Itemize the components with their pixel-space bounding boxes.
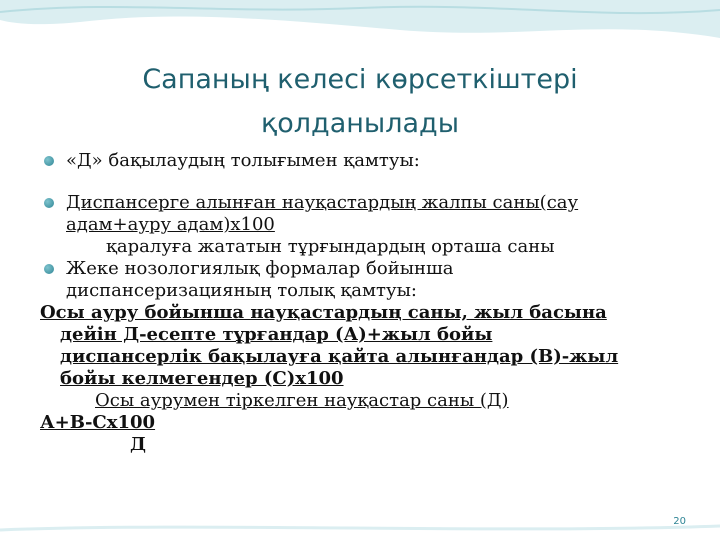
round-bullet-icon: [44, 156, 54, 166]
bullet-3-line-2: диспансеризацияның толық қамтуы:: [66, 280, 417, 301]
bullet-1-text: «Д» бақылаудың толығымен қамтуы:: [66, 150, 420, 171]
denominator-line: Осы аурумен тіркелген науқастар саны (Д): [95, 390, 509, 411]
round-bullet-icon: [44, 198, 54, 208]
bullet-item-2: [42, 192, 692, 258]
formula-numerator-block: [40, 302, 692, 390]
decorative-footer-line: [0, 500, 720, 540]
slide-body: [42, 150, 692, 456]
formula-short: А+В-Сх100: [40, 412, 156, 433]
round-bullet-icon: [44, 264, 54, 274]
numerator-line-4: бойы келмегендер (С)х100: [60, 368, 344, 389]
slide-title: [60, 58, 660, 146]
numerator-line-1: Осы ауру бойынша науқастардың саны, жыл басына: [40, 302, 607, 323]
page-number: 20: [673, 516, 686, 527]
numerator-line-2: дейін Д-есепте тұрғандар (А)+жыл бойы: [60, 324, 493, 345]
bullet-item-3: [42, 258, 692, 302]
title-line-1: Сапаның келесі көрсеткіштері: [142, 64, 578, 95]
bullet-item-1: [42, 150, 692, 172]
bullet-2-numerator-line-2: адам+ауру адам)х100: [66, 214, 275, 235]
title-line-2: қолданылады: [260, 108, 460, 139]
decorative-header-wave: [0, 0, 720, 60]
bullet-3-line-1: Жеке нозологиялық формалар бойынша: [66, 258, 454, 279]
bullet-2-numerator-line-1: Диспансерге алынған науқастардың жалпы саны(сау: [66, 192, 579, 213]
bullet-2-denominator: қаралуға жататын тұрғындардың орташа саны: [106, 236, 555, 257]
formula-short-denominator: Д: [130, 434, 147, 455]
numerator-line-3: диспансерлік бақылауға қайта алынғандар (В)-жыл: [60, 346, 619, 367]
